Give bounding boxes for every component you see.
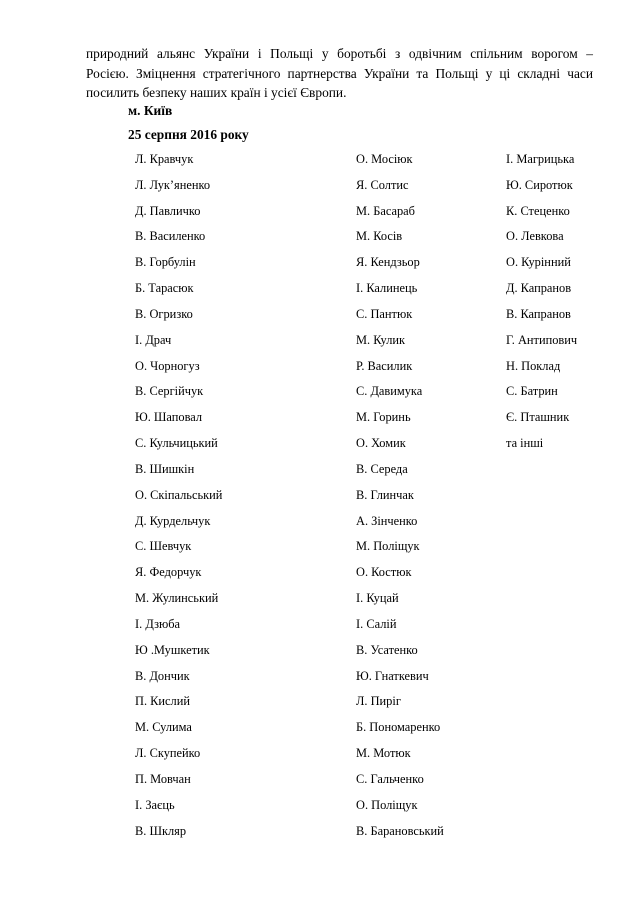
signatory-row <box>135 281 605 307</box>
signatory-name: Б. Пономаренко <box>356 720 441 735</box>
signatory-name: Л. Пиріг <box>356 694 401 709</box>
signatory-name: Б. Тарасюк <box>135 281 194 296</box>
signatory-row <box>135 720 605 746</box>
signatory-row <box>135 591 605 617</box>
signatory-name: М. Сулима <box>135 720 192 735</box>
signatory-name: О. Чорногуз <box>135 358 200 373</box>
signatory-name: М. Кулик <box>356 332 406 347</box>
intro-line: Росією. Зміцнення стратегічного партнерства України та Польщі у ці складні часи <box>86 65 593 81</box>
signatory-name: І. Куцай <box>356 591 399 606</box>
signatory-row <box>135 798 605 824</box>
signatory-name: О. Курінний <box>506 255 571 270</box>
signatory-row <box>135 255 605 281</box>
signatory-name: Є. Пташник <box>506 410 570 425</box>
signatory-name: Я. Федорчук <box>135 565 202 580</box>
signatory-name: М. Мотюк <box>356 746 411 761</box>
signatory-row <box>135 617 605 643</box>
signatory-name: І. Салій <box>356 616 397 631</box>
signatory-name: Г. Антипович <box>506 332 578 347</box>
signatory-row <box>135 669 605 695</box>
signatory-name: Л. Скупейко <box>135 746 201 761</box>
signatory-name: М. Косів <box>356 229 403 244</box>
signatory-name: Я. Кендзьор <box>356 255 420 270</box>
signatory-name: В. Барановський <box>356 823 444 838</box>
signatory-name: В. Горбулін <box>135 255 196 270</box>
signatory-name: М. Горинь <box>356 410 411 425</box>
signatory-name: А. Зінченко <box>356 513 418 528</box>
signatory-row <box>135 488 605 514</box>
signatory-name: В. Дончик <box>135 668 190 683</box>
signatory-name: В. Огризко <box>135 306 193 321</box>
signatory-name: В. Василенко <box>135 229 206 244</box>
signatory-name: В. Середа <box>356 461 408 476</box>
signatory-name: О. Поліщук <box>356 797 418 812</box>
signatory-name: О. Костюк <box>356 565 412 580</box>
signatory-name: О. Мосіюк <box>356 152 413 166</box>
signatory-row <box>135 307 605 333</box>
intro-line: природний альянс України і Польщі у боротьбі з одвічним спільним ворогом – <box>86 46 593 61</box>
signatory-name: П. Мовчан <box>135 771 191 786</box>
signatory-name: В. Шишкін <box>135 461 195 476</box>
signatory-name: Н. Поклад <box>506 358 561 373</box>
date-of-signing: 25 серпня 2016 року <box>128 127 249 142</box>
signatory-name: С. Батрин <box>506 384 558 399</box>
signatory-name: Д. Капранов <box>506 281 572 296</box>
signatory-row <box>135 824 605 850</box>
signatory-row <box>135 333 605 359</box>
signatory-name: О. Левкова <box>506 229 564 244</box>
signatory-name: М. Жулинський <box>135 591 219 606</box>
signatory-name: Д. Курдельчук <box>135 513 211 528</box>
signatory-name: С. Кульчицький <box>135 436 218 451</box>
signatory-row <box>135 539 605 565</box>
signatory-name: Ю. Сиротюк <box>506 177 573 192</box>
signatory-name: Ю .Мушкетик <box>135 642 210 657</box>
signatory-name: В. Капранов <box>506 306 571 321</box>
signatory-row <box>135 152 605 178</box>
signatory-name: К. Стеценко <box>506 203 570 218</box>
signatory-row <box>135 772 605 798</box>
signatory-name: Ю. Гнаткевич <box>356 668 429 683</box>
signatory-name: В. Шкляр <box>135 823 187 838</box>
place-of-signing: м. Київ <box>128 103 173 118</box>
signatory-row <box>135 643 605 669</box>
signatory-row <box>135 436 605 462</box>
signatory-row <box>135 178 605 204</box>
signatory-name: І. Дзюба <box>135 616 181 631</box>
signatory-row <box>135 694 605 720</box>
signatory-row <box>135 229 605 255</box>
signatory-name: І. Заєць <box>135 797 175 812</box>
signatory-name: О. Хомик <box>356 436 406 451</box>
signatory-name: Ю. Шаповал <box>135 410 203 425</box>
signatory-name: П. Кислий <box>135 694 190 709</box>
signatory-name: І. Драч <box>135 332 172 347</box>
signatory-name: В. Усатенко <box>356 642 418 657</box>
signatory-name: С. Гальченко <box>356 771 424 786</box>
signatory-row <box>135 746 605 772</box>
intro-paragraph <box>86 44 593 103</box>
signatory-row <box>135 359 605 385</box>
signatory-name: С. Давимука <box>356 384 423 399</box>
signatory-name: М. Поліщук <box>356 539 420 554</box>
signatory-row <box>135 565 605 591</box>
signatory-name: В. Сергійчук <box>135 384 204 399</box>
signatory-name: В. Глинчак <box>356 487 414 502</box>
signatory-name: С. Пантюк <box>356 306 413 321</box>
signatories-list <box>135 152 605 849</box>
signatory-row <box>135 204 605 230</box>
signatory-name: Д. Павличко <box>135 203 201 218</box>
signatory-name: С. Шевчук <box>135 539 192 554</box>
signatory-row <box>135 410 605 436</box>
signatory-name: М. Басараб <box>356 203 415 218</box>
signatory-name: І. Калинець <box>356 281 418 296</box>
signatory-row <box>135 384 605 410</box>
signatory-name: О. Скіпальський <box>135 487 223 502</box>
signatory-name: Л. Кравчук <box>135 152 194 166</box>
signatory-name: Р. Василик <box>356 358 413 373</box>
signatory-name: та інші <box>506 436 544 451</box>
intro-line: посилить безпеку наших країн і усієї Європи. <box>86 85 347 100</box>
signatory-row <box>135 514 605 540</box>
signatory-name: І. Магрицька <box>506 152 575 166</box>
signatory-row <box>135 462 605 488</box>
signatory-name: Я. Солтис <box>356 177 409 192</box>
signatory-name: Л. Лук’яненко <box>135 177 211 192</box>
